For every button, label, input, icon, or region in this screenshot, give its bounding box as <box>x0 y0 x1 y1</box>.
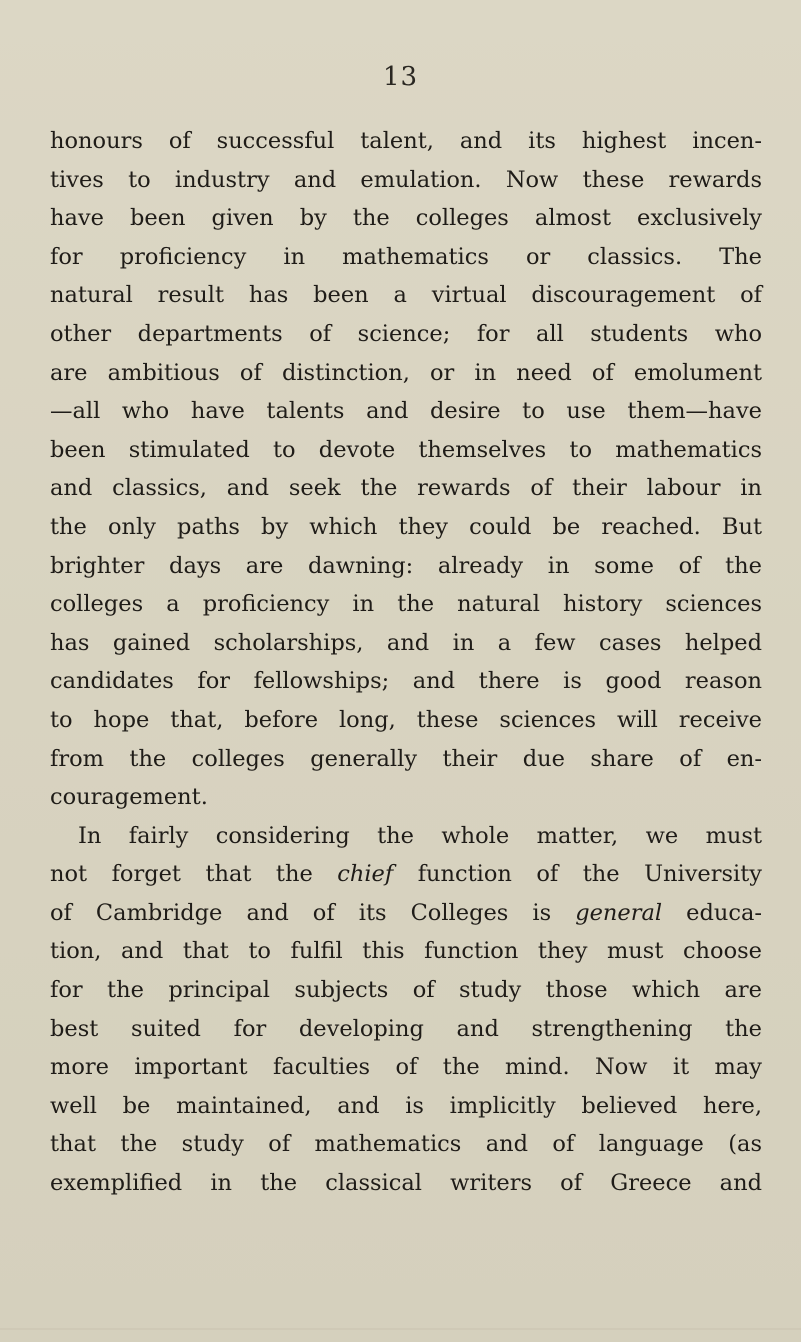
text-line: tives to industry and emulation. Now these rewards <box>50 166 762 193</box>
text-line: candidates for fellowships; and there is good reason <box>50 668 762 695</box>
text-line: honours of successful talent, and its highest incen- <box>50 128 762 154</box>
text-line: best suited for developing and strengthening the <box>50 1015 762 1042</box>
body-text <box>50 122 762 1203</box>
text-line: to hope that, before long, these sciences will receive <box>50 706 762 733</box>
text-line: are ambitious of distinction, or in need of emolument <box>50 359 762 386</box>
text-run: educa- <box>662 899 762 926</box>
text-line: been stimulated to devote themselves to mathematics <box>50 436 762 463</box>
text-line: has gained scholarships, and in a few cases helped <box>50 629 762 656</box>
text-line: well be maintained, and is implicitly believed here, <box>50 1092 762 1119</box>
text-line: for the principal subjects of study those which are <box>50 977 762 1004</box>
text-line: from the colleges generally their due share of en- <box>50 745 762 772</box>
text-run: not forget that the <box>50 861 338 888</box>
text-line: tion, and that to fulfil this function they must choose <box>50 938 762 965</box>
text-line-with-italic <box>50 855 762 894</box>
text-line: that the study of mathematics and of language (as <box>50 1131 762 1158</box>
text-line: other departments of science; for all students who <box>50 320 762 347</box>
text-line: In fairly considering the whole matter, we must <box>78 822 762 849</box>
text-line: exemplified in the classical writers of Greece and <box>50 1170 762 1197</box>
text-run: of Cambridge and of its Colleges is <box>50 899 576 926</box>
text-line: for proficiency in mathematics or classics. The <box>50 243 762 270</box>
page-edge-divider <box>0 1328 801 1330</box>
text-line: —all who have talents and desire to use them—have <box>50 398 762 425</box>
text-line: more important faculties of the mind. Now it may <box>50 1054 762 1081</box>
text-run: function of the University <box>393 861 762 888</box>
text-line-with-italic <box>50 894 762 933</box>
text-line: natural result has been a virtual discouragement of <box>50 282 762 309</box>
text-line: brighter days are dawning: already in some of the <box>50 552 762 579</box>
text-line: couragement. <box>50 784 208 811</box>
text-line: the only paths by which they could be reached. But <box>50 513 762 540</box>
text-line: colleges a proficiency in the natural history sciences <box>50 591 762 618</box>
text-line: and classics, and seek the rewards of their labour in <box>50 475 762 502</box>
page-number: 13 <box>382 62 419 92</box>
italic-word: general <box>575 899 663 926</box>
text-line: have been given by the colleges almost exclusively <box>50 205 762 232</box>
italic-word: chief <box>337 861 394 888</box>
